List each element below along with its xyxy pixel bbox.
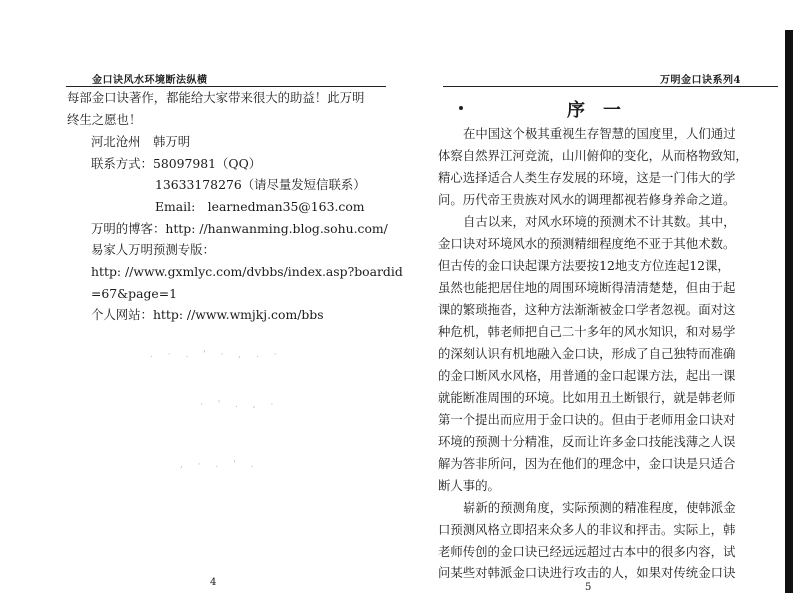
right-line-21: 问某些对韩派金口诀进行攻击的人，如果对传统金口诀	[438, 565, 736, 580]
right-line-16: 解为答非所问，因为在他们的理念中，金口诀是只适合	[438, 456, 736, 471]
right-line-11: 的深刻认识有机地融入金口诀，形成了自己独特而准确	[438, 346, 736, 361]
right-line-3: 精心选择适合人类生存发展的环境，这是一门伟大的学	[438, 170, 736, 185]
left-line-4: 联系方式：58097981（QQ）	[91, 156, 262, 171]
right-line-9: 课的繁琐拖沓，这种方法渐渐被金口学者忽视。面对这	[438, 302, 736, 317]
right-line-1: 在中国这个极其重视生存智慧的国度里，人们通过	[463, 126, 736, 141]
right-running-header: 万明金口诀系列4	[660, 75, 741, 86]
right-line-10: 种危机，韩老师把自己二十多年的风水知识，和对易学	[438, 324, 736, 339]
right-line-13: 就能断准周围的环境。比如用丑土断银行，就是韩老师	[438, 390, 736, 405]
right-line-14: 第一个提出而应用于金口诀的。但由于老师用金口诀对	[438, 412, 736, 427]
right-line-2: 体察自然界江河竞流，山川俯仰的变化，从而格物致知，	[438, 148, 748, 163]
right-line-7: 但古传的金口诀起课方法要按12地支方位连起12课，	[438, 258, 730, 273]
left-line-11: 个人网站：http: //www.wmjkj.com/bbs	[91, 307, 324, 322]
right-line-17: 断人事的。	[438, 478, 500, 493]
bullet-dot	[459, 106, 463, 110]
left-line-9: http: //www.gxmlyc.com/dvbbs/index.asp?boardid	[91, 264, 403, 279]
right-line-18: 崭新的预测角度，实际预测的精准程度，使韩派金	[463, 500, 736, 515]
right-page-number: 5	[585, 582, 592, 593]
chapter-title: 序一	[567, 100, 639, 121]
left-page-number: 4	[210, 577, 217, 588]
right-page	[395, 0, 793, 593]
right-line-20: 老师传创的金口诀已经远远超过古本中的很多内容，试	[438, 544, 736, 559]
right-line-15: 环境的预测十分精准，反而让许多金口技能浅薄之人误	[438, 434, 736, 449]
scan-speckle: , · . ' .	[180, 460, 260, 470]
left-header-rule	[66, 86, 386, 87]
right-line-5: 自古以来，对风水环境的预测术不计其数。其中，	[463, 214, 736, 229]
right-line-12: 的金口断风水风格，用普通的金口起课方法，起出一课	[438, 368, 736, 383]
scan-speckle: · ' . , ·	[200, 400, 280, 410]
left-line-2: 终生之愿也！	[67, 112, 142, 127]
left-line-8: 易家人万明预测专版：	[91, 242, 215, 257]
left-line-10: =67&page=1	[91, 286, 178, 301]
left-running-header: 金口诀风水环境断法纵横	[92, 75, 208, 86]
right-line-4: 问。历代帝王贵族对风水的调理都视若修身养命之道。	[438, 192, 736, 207]
left-line-5: 13633178276（请尽量发短信联系）	[155, 177, 366, 192]
right-header-rule	[443, 86, 778, 87]
right-line-6: 金口诀对环境风水的预测精细程度绝不亚于其他术数。	[438, 236, 736, 251]
right-line-8: 虽然也能把居住地的周围环境断得清清楚楚，但由于起	[438, 280, 736, 295]
scan-edge-shadow	[785, 30, 793, 593]
left-line-6: Email: learnedman35@163.com	[155, 199, 365, 214]
scan-speckle: . · . ' · , . ·	[150, 350, 283, 360]
right-line-19: 口预测风格立即招来众多人的非议和抨击。实际上，韩	[438, 522, 736, 537]
left-line-7: 万明的博客：http: //hanwanming.blog.sohu.com/	[91, 221, 388, 236]
left-line-1: 每部金口诀著作，都能给大家带来很大的助益！此万明	[67, 90, 365, 105]
left-line-3: 河北沧州 韩万明	[91, 134, 191, 149]
